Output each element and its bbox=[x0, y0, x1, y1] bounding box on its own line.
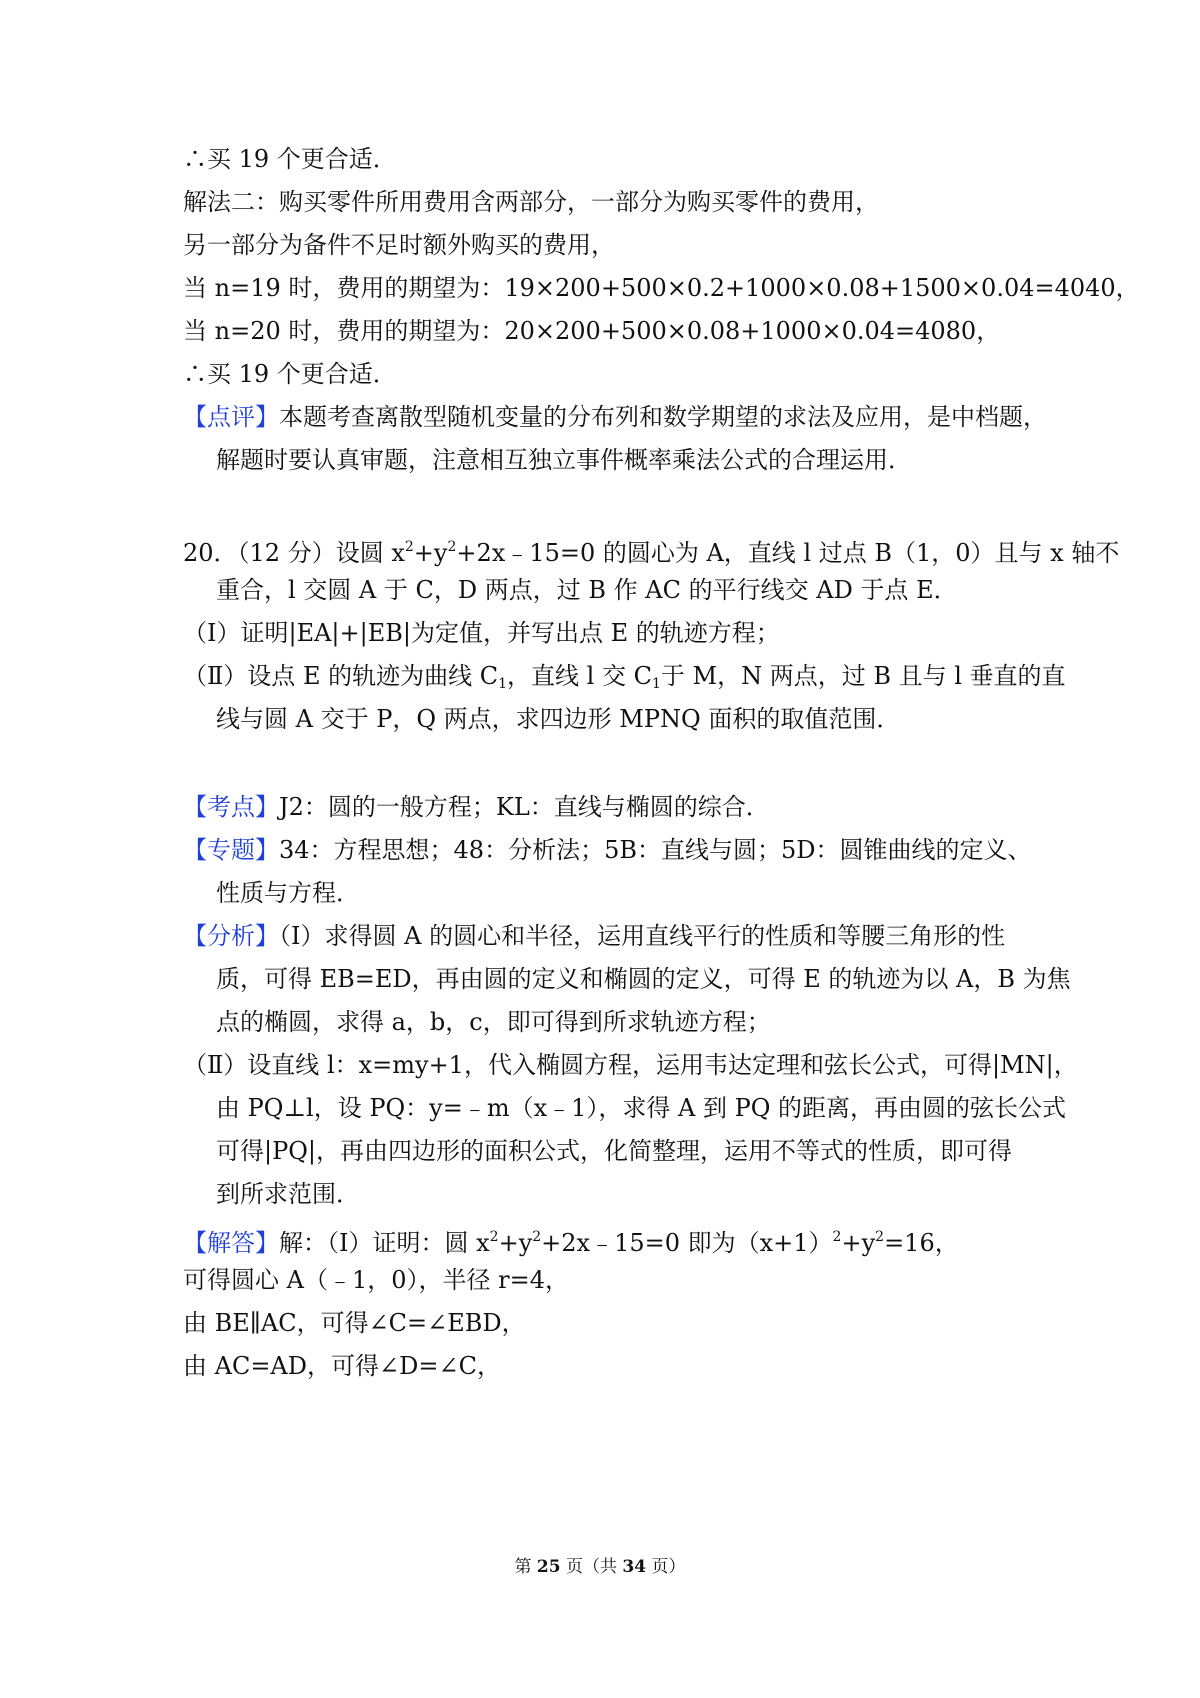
jieda-line-3: 由 BE∥AC，可得∠C=∠EBD， bbox=[183, 1309, 526, 1337]
jieda-tag: 【解答】 bbox=[183, 1229, 279, 1257]
footer-pre: 第 bbox=[514, 1557, 537, 1577]
review-line bbox=[183, 402, 1047, 432]
fenxi-line-7: 到所求范围． bbox=[216, 1180, 360, 1208]
q20-text-c: +2x﹣15=0 的圆心为 A，直线 l 过点 B（1，0）且与 x 轴不 bbox=[456, 539, 1120, 567]
page-footer bbox=[0, 1555, 1200, 1579]
review-line-2: 解题时要认真审题，注意相互独立事件概率乘法公式的合理运用． bbox=[216, 446, 912, 474]
q20-text-a: 20．（12 分）设圆 x bbox=[183, 539, 405, 567]
q20-part2-b: ，直线 l 交 C bbox=[507, 662, 652, 690]
fenxi-line-2: 质，可得 EB=ED，再由圆的定义和椭圆的定义，可得 E 的轨迹为以 A，B 为焦 bbox=[216, 965, 1071, 993]
footer-mid: 页（共 bbox=[560, 1557, 623, 1577]
jieda-sup-2: 2 bbox=[532, 1229, 542, 1245]
expectation-n19-line: 当 n=19 时，费用的期望为：19×200+500×0.2+1000×0.08+1500×0.04=4040， bbox=[183, 274, 1140, 302]
fenxi-line bbox=[183, 921, 1005, 951]
method-two-cont-line: 另一部分为备件不足时额外购买的费用， bbox=[183, 231, 615, 259]
fenxi-line-5: 由 PQ⊥l，设 PQ：y=﹣m（x﹣1），求得 A 到 PQ 的距离，再由圆的弦长公式 bbox=[216, 1094, 1067, 1122]
jieda-sup-1: 2 bbox=[489, 1229, 499, 1245]
question-20-part-1: （Ⅰ）证明|EA|+|EB|为定值，并写出点 E 的轨迹方程； bbox=[183, 619, 780, 647]
conclusion-line: ∴买 19 个更合适． bbox=[183, 145, 397, 173]
question-20-line-2: 重合，l 交圆 A 于 C，D 两点，过 B 作 AC 的平行线交 AD 于点 E． bbox=[216, 576, 958, 604]
page-number: 25 bbox=[536, 1557, 561, 1577]
zhuanti-tag: 【专题】 bbox=[183, 836, 279, 864]
footer-post: 页） bbox=[646, 1557, 686, 1577]
q20-sub-2: 1 bbox=[651, 676, 661, 692]
q20-part2-c: 于 M，N 两点，过 B 且与 l 垂直的直 bbox=[660, 662, 1066, 690]
jieda-text-e: =16， bbox=[884, 1229, 959, 1257]
question-20-line-1 bbox=[183, 532, 1119, 568]
review-text: 本题考查离散型随机变量的分布列和数学期望的求法及应用，是中档题， bbox=[279, 403, 1047, 431]
zhuanti-text: 34：方程思想；48：分析法；5B：直线与圆；5D：圆锥曲线的定义、 bbox=[279, 836, 1032, 864]
conclusion-line-2: ∴买 19 个更合适． bbox=[183, 360, 397, 388]
page-total: 34 bbox=[622, 1557, 647, 1577]
q20-text-b: +y bbox=[413, 539, 448, 567]
question-20-part-2 bbox=[183, 661, 1066, 699]
zhuanti-line bbox=[183, 835, 1032, 865]
q20-sub-1: 1 bbox=[498, 676, 508, 692]
q20-sup-1: 2 bbox=[404, 539, 414, 555]
kaodian-tag: 【考点】 bbox=[183, 793, 279, 821]
jieda-line bbox=[183, 1222, 959, 1258]
fenxi-line-4: （Ⅱ）设直线 l：x=my+1，代入椭圆方程，运用韦达定理和弦长公式，可得|MN|， bbox=[183, 1051, 1078, 1079]
jieda-text-a: 解：（Ⅰ）证明：圆 x bbox=[279, 1229, 490, 1257]
q20-part2-a: （Ⅱ）设点 E 的轨迹为曲线 C bbox=[183, 662, 499, 690]
expectation-n20-line: 当 n=20 时，费用的期望为：20×200+500×0.08+1000×0.04=4080， bbox=[183, 317, 1001, 345]
question-20-part-2-line-2: 线与圆 A 交于 P，Q 两点，求四边形 MPNQ 面积的取值范围． bbox=[216, 705, 901, 733]
jieda-line-4: 由 AC=AD，可得∠D=∠C， bbox=[183, 1352, 501, 1380]
jieda-sup-3: 2 bbox=[832, 1229, 842, 1245]
fenxi-line-3: 点的椭圆，求得 a，b，c，即可得到所求轨迹方程； bbox=[216, 1008, 771, 1036]
fenxi-text: （Ⅰ）求得圆 A 的圆心和半径，运用直线平行的性质和等腰三角形的性 bbox=[279, 922, 1006, 950]
kaodian-text: J2：圆的一般方程；KL：直线与椭圆的综合． bbox=[279, 793, 770, 821]
kaodian-line bbox=[183, 792, 770, 822]
jieda-line-2: 可得圆心 A（﹣1，0），半径 r=4， bbox=[183, 1266, 569, 1294]
fenxi-line-6: 可得|PQ|，再由四边形的面积公式，化简整理，运用不等式的性质，即可得 bbox=[216, 1137, 1012, 1165]
jieda-sup-4: 2 bbox=[875, 1229, 885, 1245]
zhuanti-line-2: 性质与方程． bbox=[216, 879, 360, 907]
fenxi-tag: 【分析】 bbox=[183, 922, 279, 950]
q20-sup-2: 2 bbox=[447, 539, 457, 555]
jieda-text-c: +2x﹣15=0 即为（x+1） bbox=[541, 1229, 833, 1257]
jieda-text-b: +y bbox=[498, 1229, 533, 1257]
method-two-line: 解法二：购买零件所用费用含两部分，一部分为购买零件的费用， bbox=[183, 188, 879, 216]
review-tag: 【点评】 bbox=[183, 403, 279, 431]
jieda-text-d: +y bbox=[841, 1229, 876, 1257]
